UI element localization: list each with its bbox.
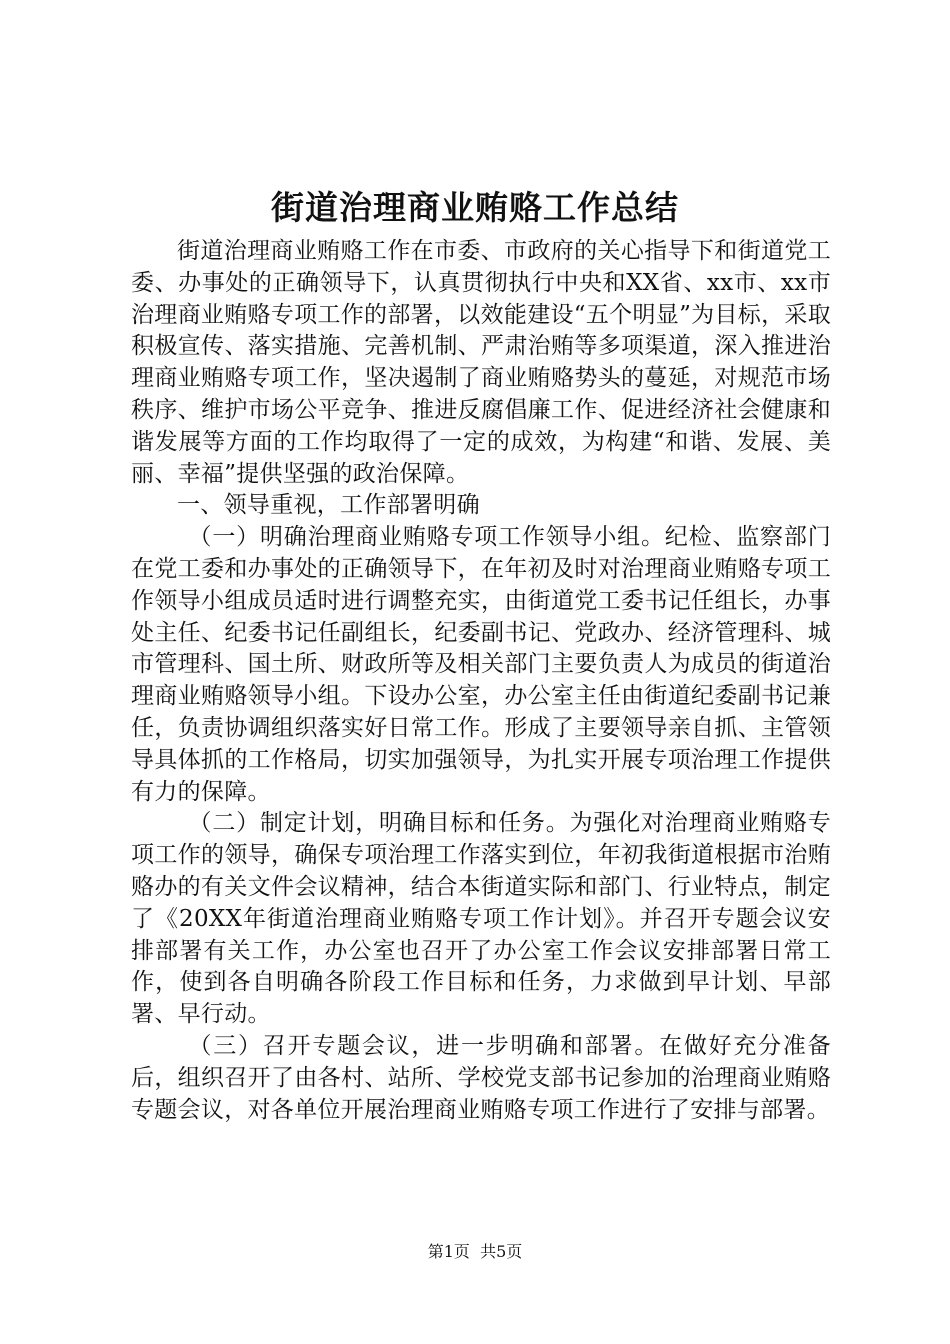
subsection-paragraph-2: （二）制定计划，明确目标和任务。为强化对治理商业贿赂专项工作的领导，确保专项治理工作落实到位，年初我街道根据市治贿赂办的有关文件会议精神，结合本街道实际和部门、行业特点，制定了《20XX年街道治理商业贿赂专项工作计划》。并召开专题会议安排部署有关工作，办公室也召开了办公室工作会议安排部署日常工作，使到各自明确各阶段工作目标和任务，力求做到早计划、早部署、早行动。 [131,810,831,1028]
document-title: 街道治理商业贿赂工作总结 [271,188,679,227]
subsection-paragraph-3: （三）召开专题会议，进一步明确和部署。在做好充分准备后，组织召开了由各村、站所、学校党支部书记参加的治理商业贿赂专题会议，对各单位开展治理商业贿赂专项工作进行了安排与部署。 [131,1032,831,1123]
page-number-label: 第1页 共5页 [427,1242,523,1261]
section-heading: 一、领导重视，工作部署明确 [177,492,480,519]
page-footer [0,1242,950,1262]
document-body [131,236,831,1126]
intro-paragraph: 街道治理商业贿赂工作在市委、市政府的关心指导下和街道党工委、办事处的正确领导下，认真贯彻执行中央和XX省、xx市、xx市治理商业贿赂专项工作的部署，以效能建设“五个明显”为目标，采取积极宣传、落实措施、完善机制、严肃治贿等多项渠道，深入推进治理商业贿赂专项工作，坚决遏制了商业贿赂势头的蔓延，对规范市场秩序、维护市场公平竞争、推进反腐倡廉工作、促进经济社会健康和谐发展等方面的工作均取得了一定的成效，为构建“和谐、发展、美丽、幸福”提供坚强的政治保障。 [131,238,831,487]
subsection-paragraph-1: （一）明确治理商业贿赂专项工作领导小组。纪检、监察部门在党工委和办事处的正确领导下，在年初及时对治理商业贿赂专项工作领导小组成员适时进行调整充实，由街道党工委书记任组长，办事处主任、纪委书记任副组长，纪委副书记、党政办、经济管理科、城市管理科、国土所、财政所等及相关部门主要负责人为成员的街道治理商业贿赂领导小组。下设办公室，办公室主任由街道纪委副书记兼任，负责协调组织落实好日常工作。形成了主要领导亲自抓、主管领导具体抓的工作格局，切实加强领导，为扎实开展专项治理工作提供有力的保障。 [131,524,831,805]
